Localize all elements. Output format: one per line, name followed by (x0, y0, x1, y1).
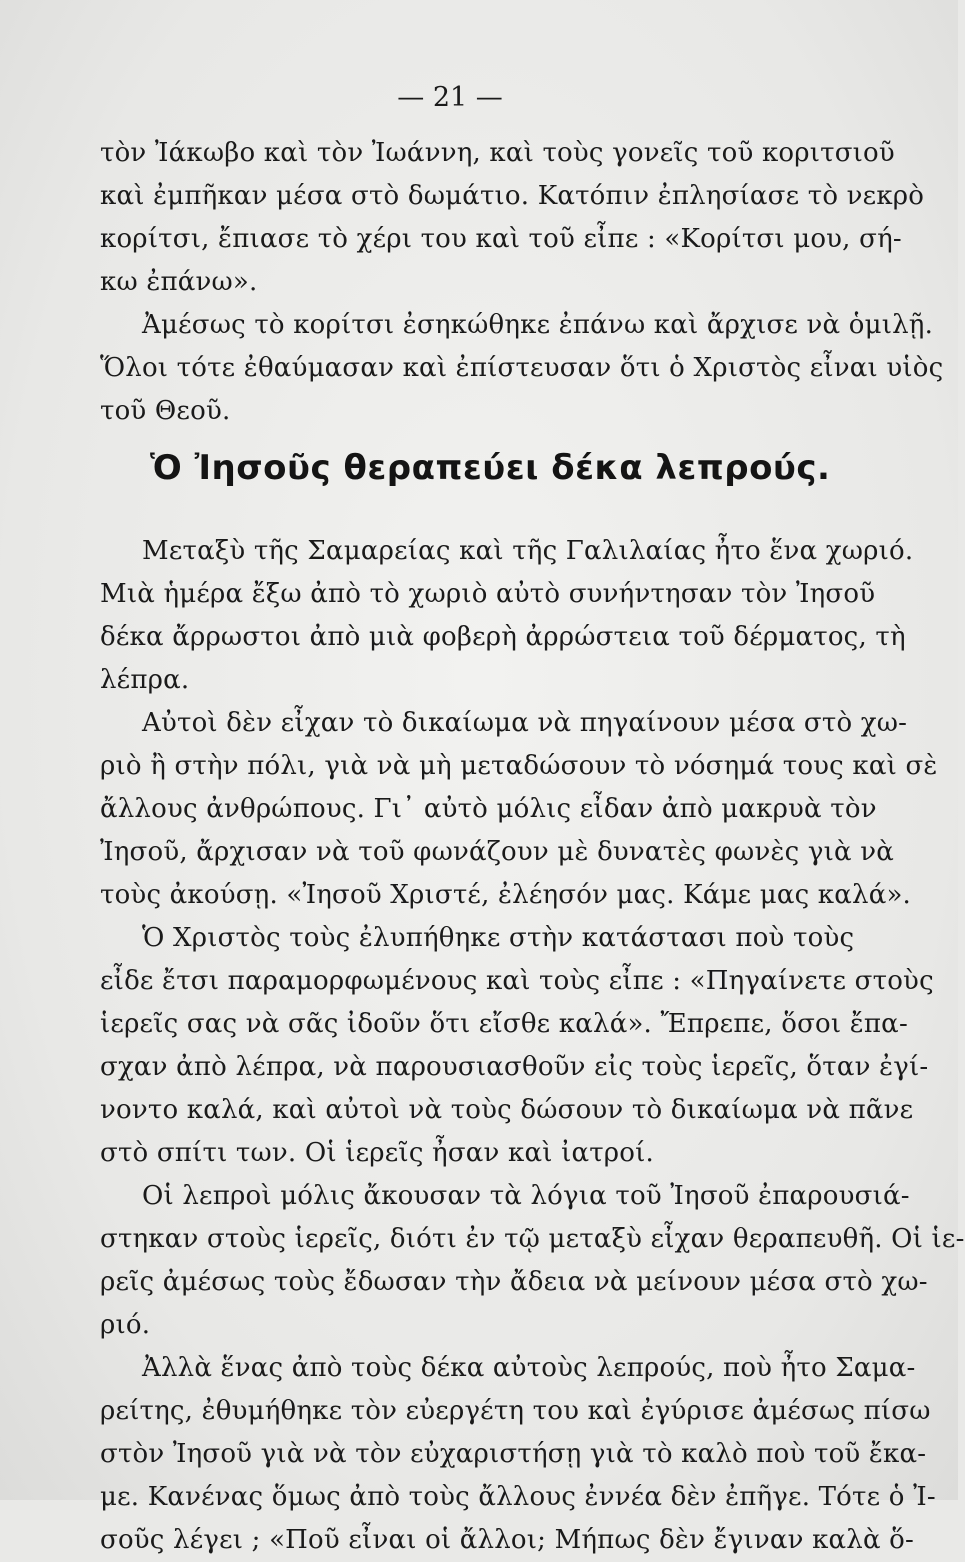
text-line: ἄλλους ἀνθρώπους. Γι᾽ αὐτὸ μόλις εἶδαν ἀπὸ μακρυὰ τὸν (100, 794, 877, 824)
text-line: καὶ ἐμπῆκαν μέσα στὸ δωμάτιο. Κατόπιν ἐπλησίασε τὸ νεκρὸ (100, 181, 925, 211)
text-line: ριό. (100, 1310, 151, 1340)
text-line: ρεῖς ἀμέσως τοὺς ἔδωσαν τὴν ἄδεια νὰ μείνουν μέσα στὸ χω- (100, 1267, 928, 1297)
section-heading: Ὁ Ἰησοῦς θεραπεύει δέκα λεπρούς. (150, 448, 831, 488)
text-line: Ἀμέσως τὸ κορίτσι ἐσηκώθηκε ἐπάνω καὶ ἄρχισε νὰ ὁμιλῇ. (142, 310, 934, 340)
text-line: στηκαν στοὺς ἱερεῖς, διότι ἐν τῷ μεταξὺ εἶχαν θεραπευθῆ. Οἱ ἱε- (100, 1224, 965, 1254)
text-line: στὸν Ἰησοῦ γιὰ νὰ τὸν εὐχαριστήσῃ γιὰ τὸ καλὸ ποὺ τοῦ ἔκα- (100, 1439, 927, 1469)
text-line: τὸν Ἰάκωβο καὶ τὸν Ἰωάννη, καὶ τοὺς γονεῖς τοῦ κοριτσιοῦ (100, 138, 895, 168)
text-line: κω ἐπάνω». (100, 267, 258, 297)
text-line: κορίτσι, ἔπιασε τὸ χέρι του καὶ τοῦ εἶπε : «Κορίτσι μου, σή- (100, 224, 902, 254)
text-line: Αὐτοὶ δὲν εἶχαν τὸ δικαίωμα νὰ πηγαίνουν μέσα στὸ χω- (142, 708, 908, 738)
text-line: Ὅλοι τότε ἐθαύμασαν καὶ ἐπίστευσαν ὅτι ὁ Χριστὸς εἶναι υἱὸς (100, 353, 944, 383)
text-line: Μιὰ ἡμέρα ἔξω ἀπὸ τὸ χωριὸ αὐτὸ συνήντησαν τὸν Ἰησοῦ (100, 579, 876, 609)
text-line: με. Κανένας ὅμως ἀπὸ τοὺς ἄλλους ἐννέα δὲν ἐπῆγε. Τότε ὁ Ἰ- (100, 1482, 936, 1512)
text-line: ρείτης, ἐθυμήθηκε τὸν εὐεργέτη του καὶ ἐγύρισε ἀμέσως πίσω (100, 1396, 931, 1426)
text-line: δέκα ἄρρωστοι ἀπὸ μιὰ φοβερὴ ἀρρώστεια τοῦ δέρματος, τὴ (100, 622, 906, 652)
paragraph-block-2 (100, 530, 965, 1562)
text-line: Μεταξὺ τῆς Σαμαρείας καὶ τῆς Γαλιλαίας ἦτο ἕνα χωριό. (142, 536, 914, 566)
paragraph-block-1 (100, 132, 944, 433)
text-line: ἱερεῖς σας νὰ σᾶς ἰδοῦν ὅτι εἴσθε καλά». Ἔπρεπε, ὅσοι ἔπα- (100, 1009, 908, 1039)
text-line: Ἰησοῦ, ἄρχισαν νὰ τοῦ φωνάζουν μὲ δυνατὲς φωνὲς γιὰ νὰ (100, 837, 894, 867)
text-line: τοῦ Θεοῦ. (100, 396, 231, 426)
text-line: τοὺς ἀκούσῃ. «Ἰησοῦ Χριστέ, ἐλέησόν μας. Κάμε μας καλά». (100, 880, 912, 910)
text-line: σοῦς λέγει ; «Ποῦ εἶναι οἱ ἄλλοι; Μήπως δὲν ἔγιναν καλὰ ὅ- (100, 1525, 915, 1555)
text-line: Οἱ λεπροὶ μόλις ἄκουσαν τὰ λόγια τοῦ Ἰησοῦ ἐπαρουσιά- (142, 1181, 910, 1211)
text-line: ριὸ ἢ στὴν πόλι, γιὰ νὰ μὴ μεταδώσουν τὸ νόσημά τους καὶ σὲ (100, 751, 938, 781)
text-line: στὸ σπίτι των. Οἱ ἱερεῖς ἦσαν καὶ ἰατροί. (100, 1138, 655, 1168)
text-line: εἶδε ἔτσι παραμορφωμένους καὶ τοὺς εἶπε : «Πηγαίνετε στοὺς (100, 966, 934, 996)
text-line: νοντο καλά, καὶ αὐτοὶ νὰ τοὺς δώσουν τὸ δικαίωμα νὰ πᾶνε (100, 1095, 914, 1125)
text-line: Ἀλλὰ ἕνας ἀπὸ τοὺς δέκα αὐτοὺς λεπρούς, ποὺ ἦτο Σαμα- (142, 1353, 916, 1383)
text-line: λέπρα. (100, 665, 190, 695)
text-line: Ὁ Χριστὸς τοὺς ἐλυπήθηκε στὴν κατάστασι ποὺ τοὺς (142, 923, 855, 953)
page-number: — 21 — (397, 82, 503, 113)
text-line: σχαν ἀπὸ λέπρα, νὰ παρουσιασθοῦν εἰς τοὺς ἱερεῖς, ὅταν ἐγί- (100, 1052, 929, 1082)
